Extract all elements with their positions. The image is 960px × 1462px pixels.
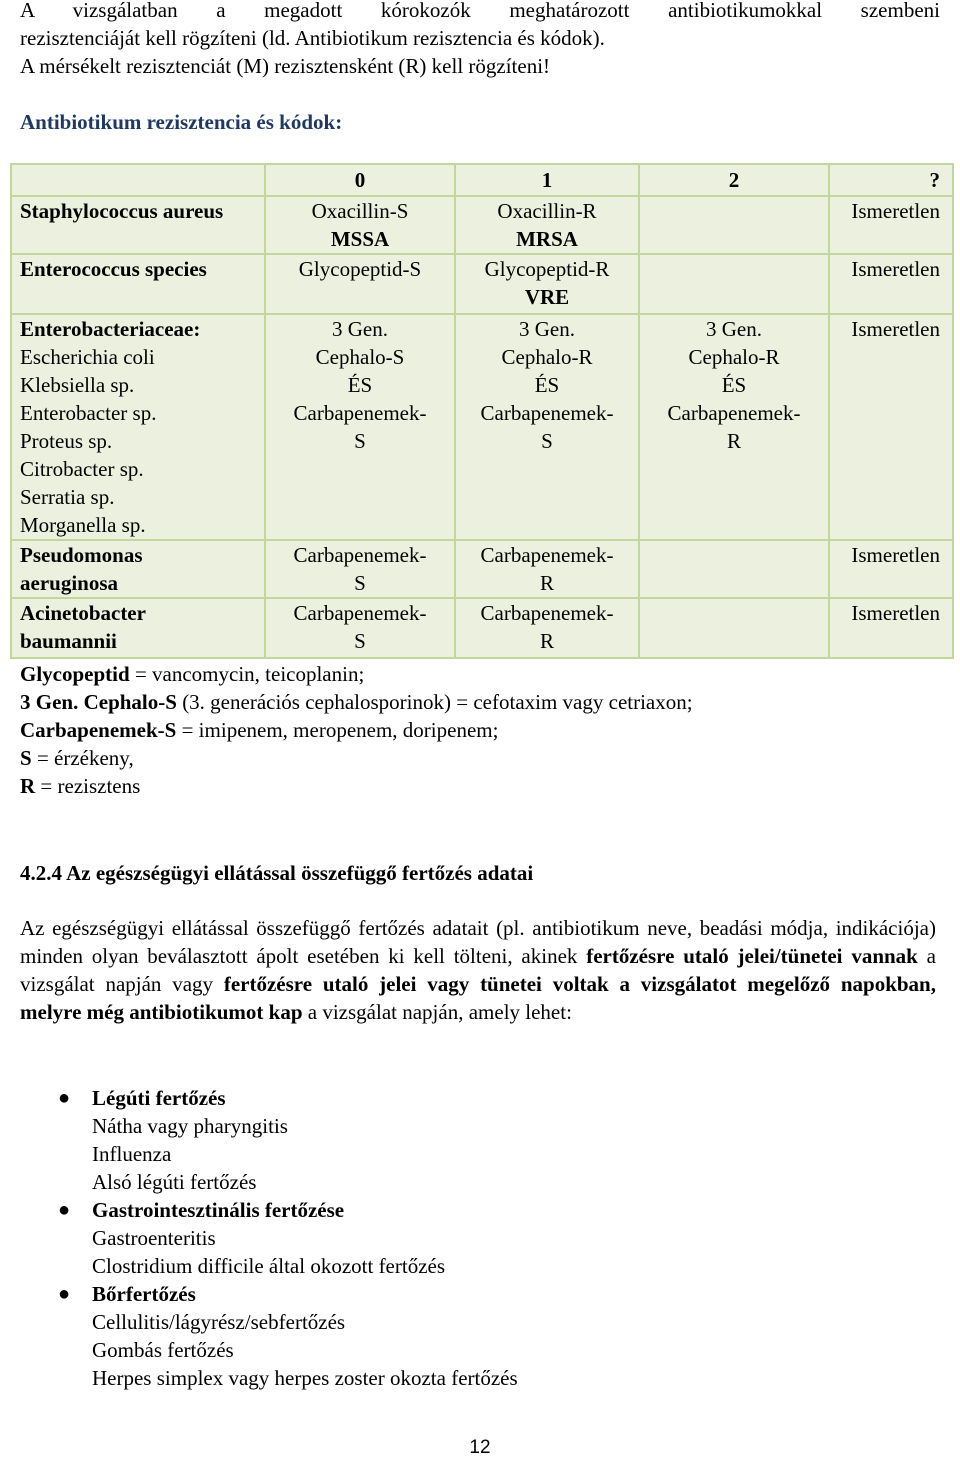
code-2-cell — [639, 540, 829, 598]
infection-category-list — [20, 1084, 518, 1392]
category-subitem: Nátha vagy pharyngitis — [92, 1114, 288, 1138]
resistance-codes-title: Antibiotikum rezisztencia és kódok: — [20, 110, 343, 134]
cell-line: ÉS — [721, 373, 747, 397]
code-1-cell — [455, 196, 639, 254]
cell-line: MRSA — [516, 227, 578, 251]
organism-name: aeruginosa — [20, 571, 119, 595]
paragraph-text: a vizsgálat napján vagy — [20, 944, 936, 996]
header-cell: ? — [829, 164, 953, 196]
organism-cell — [11, 540, 265, 598]
legend-definition: = imipenem, meropenem, doripenem; — [176, 718, 499, 742]
cell-line: Carbapenemek- — [480, 543, 614, 567]
intro-line: A vizsgálatban a megadott kórokozók meghatározott antibiotikumokkal szembeni — [20, 0, 940, 22]
category-subitem: Gombás fertőzés — [92, 1338, 234, 1362]
cell-line: Carbapenemek- — [667, 401, 801, 425]
cell-line: ÉS — [534, 373, 560, 397]
code-2-cell — [639, 196, 829, 254]
cell-line: 3 Gen. — [519, 317, 575, 341]
organism-name: Escherichia coli — [20, 345, 155, 369]
header-cell — [11, 164, 265, 196]
header-cell: 1 — [455, 164, 639, 196]
intro-paragraph — [20, 0, 940, 80]
table-row — [11, 598, 953, 658]
category-title: Gastrointesztinális fertőzése — [92, 1198, 345, 1222]
unknown-cell: Ismeretlen — [829, 196, 953, 254]
page-number: 12 — [469, 1437, 491, 1458]
cell-line: Oxacillin-S — [311, 199, 409, 223]
legend-term: Glycopeptid — [20, 662, 130, 686]
section-heading: 4.2.4 Az egészségügyi ellátással összefüggő fertőzés adatai — [20, 861, 534, 885]
cell-line: 3 Gen. — [332, 317, 388, 341]
legend-item — [20, 660, 693, 688]
paragraph-text: a vizsgálat napján, amely lehet: — [302, 1000, 572, 1024]
abbreviation-legend — [20, 660, 693, 800]
cell-line: Oxacillin-R — [497, 199, 597, 223]
code-0-cell — [265, 196, 455, 254]
table-row — [11, 254, 953, 314]
cell-line: R — [726, 429, 741, 453]
legend-item — [20, 688, 693, 716]
legend-definition: = vancomycin, teicoplanin; — [129, 662, 365, 686]
code-1-cell — [455, 598, 639, 658]
legend-term: R — [20, 774, 36, 798]
organism-name: Enterobacter sp. — [20, 401, 157, 425]
header-cell: 2 — [639, 164, 829, 196]
cell-line: S — [541, 429, 553, 453]
cell-line: Carbapenemek- — [293, 401, 427, 425]
organism-name: Serratia sp. — [20, 485, 115, 509]
cell-line: VRE — [524, 285, 570, 309]
code-1-cell — [455, 254, 639, 314]
legend-definition: (3. generációs cephalosporinok) = cefotaxim vagy cetriaxon; — [176, 690, 693, 714]
legend-item — [20, 716, 693, 744]
cell-line: Carbapenemek- — [293, 601, 427, 625]
category-subitem: Gastroenteritis — [92, 1226, 216, 1250]
organism-name: Acinetobacter — [20, 601, 146, 625]
category-subitem: Influenza — [92, 1142, 172, 1166]
category-subitem: Clostridium difficile által okozott fertőzés — [92, 1254, 446, 1278]
list-item — [20, 1280, 518, 1392]
table-row — [11, 314, 953, 540]
paragraph-text: Az egészségügyi ellátással összefüggő fertőzés adatait (pl. antibiotikum neve, beadási módja, indikációja) minden olyan beválasztott ápolt esetében ki kell tölteni, akinek — [20, 916, 936, 968]
cell-line: Carbapenemek- — [293, 543, 427, 567]
legend-term: S — [20, 746, 32, 770]
unknown-cell: Ismeretlen — [829, 598, 953, 658]
category-title: Légúti fertőzés — [92, 1086, 226, 1110]
organism-name: Morganella sp. — [20, 513, 146, 537]
organism-name: Enterococcus species — [20, 257, 207, 281]
code-0-cell — [265, 540, 455, 598]
cell-line: S — [354, 429, 366, 453]
legend-definition: = rezisztens — [35, 774, 141, 798]
category-title: Bőrfertőzés — [92, 1282, 196, 1306]
code-2-cell — [639, 254, 829, 314]
cell-line: Carbapenemek- — [480, 601, 614, 625]
code-2-cell — [639, 598, 829, 658]
table-row — [11, 196, 953, 254]
intro-line: A mérsékelt rezisztenciát (M) rezisztensként (R) kell rögzíteni! — [20, 54, 551, 78]
unknown-cell: Ismeretlen — [829, 540, 953, 598]
code-2-cell — [639, 314, 829, 540]
organism-name: Proteus sp. — [20, 429, 113, 453]
code-1-cell — [455, 314, 639, 540]
organism-name: Staphylococcus aureus — [20, 199, 224, 223]
organism-name: Citrobacter sp. — [20, 457, 144, 481]
list-item — [20, 1196, 518, 1280]
cell-line: S — [354, 629, 366, 653]
header-cell: 0 — [265, 164, 455, 196]
code-0-cell — [265, 314, 455, 540]
unknown-cell: Ismeretlen — [829, 314, 953, 540]
intro-line: rezisztenciáját kell rögzíteni (ld. Antibiotikum rezisztencia és kódok). — [20, 26, 605, 50]
table-row — [11, 540, 953, 598]
legend-item — [20, 744, 693, 772]
paragraph-emphasis: fertőzésre utaló jelei/tünetei vannak — [586, 944, 918, 968]
organism-name: Pseudomonas — [20, 543, 143, 567]
cell-line: Cephalo-R — [688, 345, 780, 369]
resistance-table — [10, 163, 954, 659]
cell-line: MSSA — [330, 227, 390, 251]
unknown-cell: Ismeretlen — [829, 254, 953, 314]
body-paragraph — [20, 914, 936, 1026]
organism-name: baumannii — [20, 629, 117, 653]
cell-line: 3 Gen. — [706, 317, 762, 341]
cell-line: S — [354, 571, 366, 595]
cell-line: Carbapenemek- — [480, 401, 614, 425]
organism-cell — [11, 598, 265, 658]
legend-term: 3 Gen. Cephalo-S — [20, 690, 177, 714]
code-1-cell — [455, 540, 639, 598]
bullet-icon: ● — [58, 1087, 71, 1109]
cell-line: Cephalo-R — [501, 345, 593, 369]
organism-cell — [11, 314, 265, 540]
bullet-icon: ● — [58, 1283, 71, 1305]
bullet-icon: ● — [58, 1199, 71, 1221]
organism-group: Enterobacteriaceae: — [20, 317, 201, 341]
cell-line: Cephalo-S — [315, 345, 405, 369]
organism-cell — [11, 196, 265, 254]
category-subitem: Cellulitis/lágyrész/sebfertőzés — [92, 1310, 346, 1334]
table-header-row — [11, 164, 953, 196]
legend-term: Carbapenemek-S — [20, 718, 177, 742]
organism-cell — [11, 254, 265, 314]
legend-item — [20, 772, 693, 800]
code-0-cell — [265, 598, 455, 658]
cell-line: R — [539, 629, 554, 653]
legend-definition: = érzékeny, — [31, 746, 134, 770]
category-subitem: Alsó légúti fertőzés — [92, 1170, 257, 1194]
cell-line: Glycopeptid-R — [484, 257, 610, 281]
paragraph-emphasis: fertőzésre utaló jelei vagy tünetei voltak a vizsgálatot megelőző napokban, melyre még antibiotikumot kap — [20, 972, 936, 1024]
organism-name: Klebsiella sp. — [20, 373, 135, 397]
cell-line: Glycopeptid-S — [298, 257, 422, 281]
cell-line: ÉS — [347, 373, 373, 397]
category-subitem: Herpes simplex vagy herpes zoster okozta fertőzés — [92, 1366, 518, 1390]
list-item — [20, 1084, 518, 1196]
cell-line: R — [539, 571, 554, 595]
code-0-cell — [265, 254, 455, 314]
